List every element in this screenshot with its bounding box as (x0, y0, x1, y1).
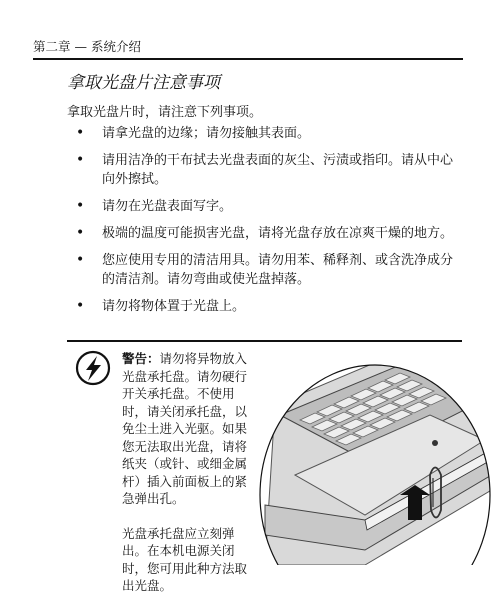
lightning-bolt-icon (75, 350, 111, 386)
list-item-text: 您应使用专用的清洁用具。请勿用苯、稀释剂、或含洗净成分的清洁剂。请勿弯曲或使光盘掉落。 (102, 253, 454, 287)
list-item (67, 224, 462, 243)
bullet-icon: • (76, 152, 85, 168)
bullet-icon: • (76, 125, 85, 141)
list-item-text: 请勿将物体置于光盘上。 (102, 299, 246, 314)
bullet-icon: • (76, 225, 85, 241)
warning-label: 警告： (122, 351, 160, 366)
warning-box (122, 350, 250, 612)
intro-text: 拿取光盘片时，请注意下列事项。 (67, 105, 263, 120)
list-item (67, 151, 462, 189)
warning-text: 请勿将异物放入光盘承托盘。请勿硬行开关承托盘。不使用时，请关闭承托盘，以免尘土进入光驱。如果您无法取出光盘，请将纸夹（或针、或细金属杆）插入前面板上的紧急弹出孔。 (122, 351, 248, 506)
laptop-eject-illustration (255, 345, 500, 565)
list-item (67, 124, 462, 143)
warning-text-2: 光盘承托盘应立刻弹出。在本机电源关闭时，您可用此种方法取出光盘。 (122, 525, 248, 593)
bullet-icon: • (76, 252, 85, 268)
bullet-icon: • (76, 298, 85, 314)
warning-divider (67, 340, 462, 342)
chapter-header: 第二章 — 系统介绍 (33, 37, 463, 60)
section-title: 拿取光盘片注意事项 (67, 73, 220, 93)
list-item (67, 297, 462, 316)
list-item-text: 请勿在光盘表面写字。 (102, 199, 233, 214)
list-item-text: 极端的温度可能损害光盘，请将光盘存放在凉爽干燥的地方。 (102, 226, 454, 241)
list-item (67, 197, 462, 216)
list-item (67, 251, 462, 289)
list-item-text: 请用洁净的干布拭去光盘表面的灰尘、污渍或指印。请从中心向外擦拭。 (102, 153, 454, 187)
bullet-icon: • (76, 198, 85, 214)
precaution-list (67, 124, 462, 324)
list-item-text: 请拿光盘的边缘；请勿接触其表面。 (102, 126, 311, 141)
